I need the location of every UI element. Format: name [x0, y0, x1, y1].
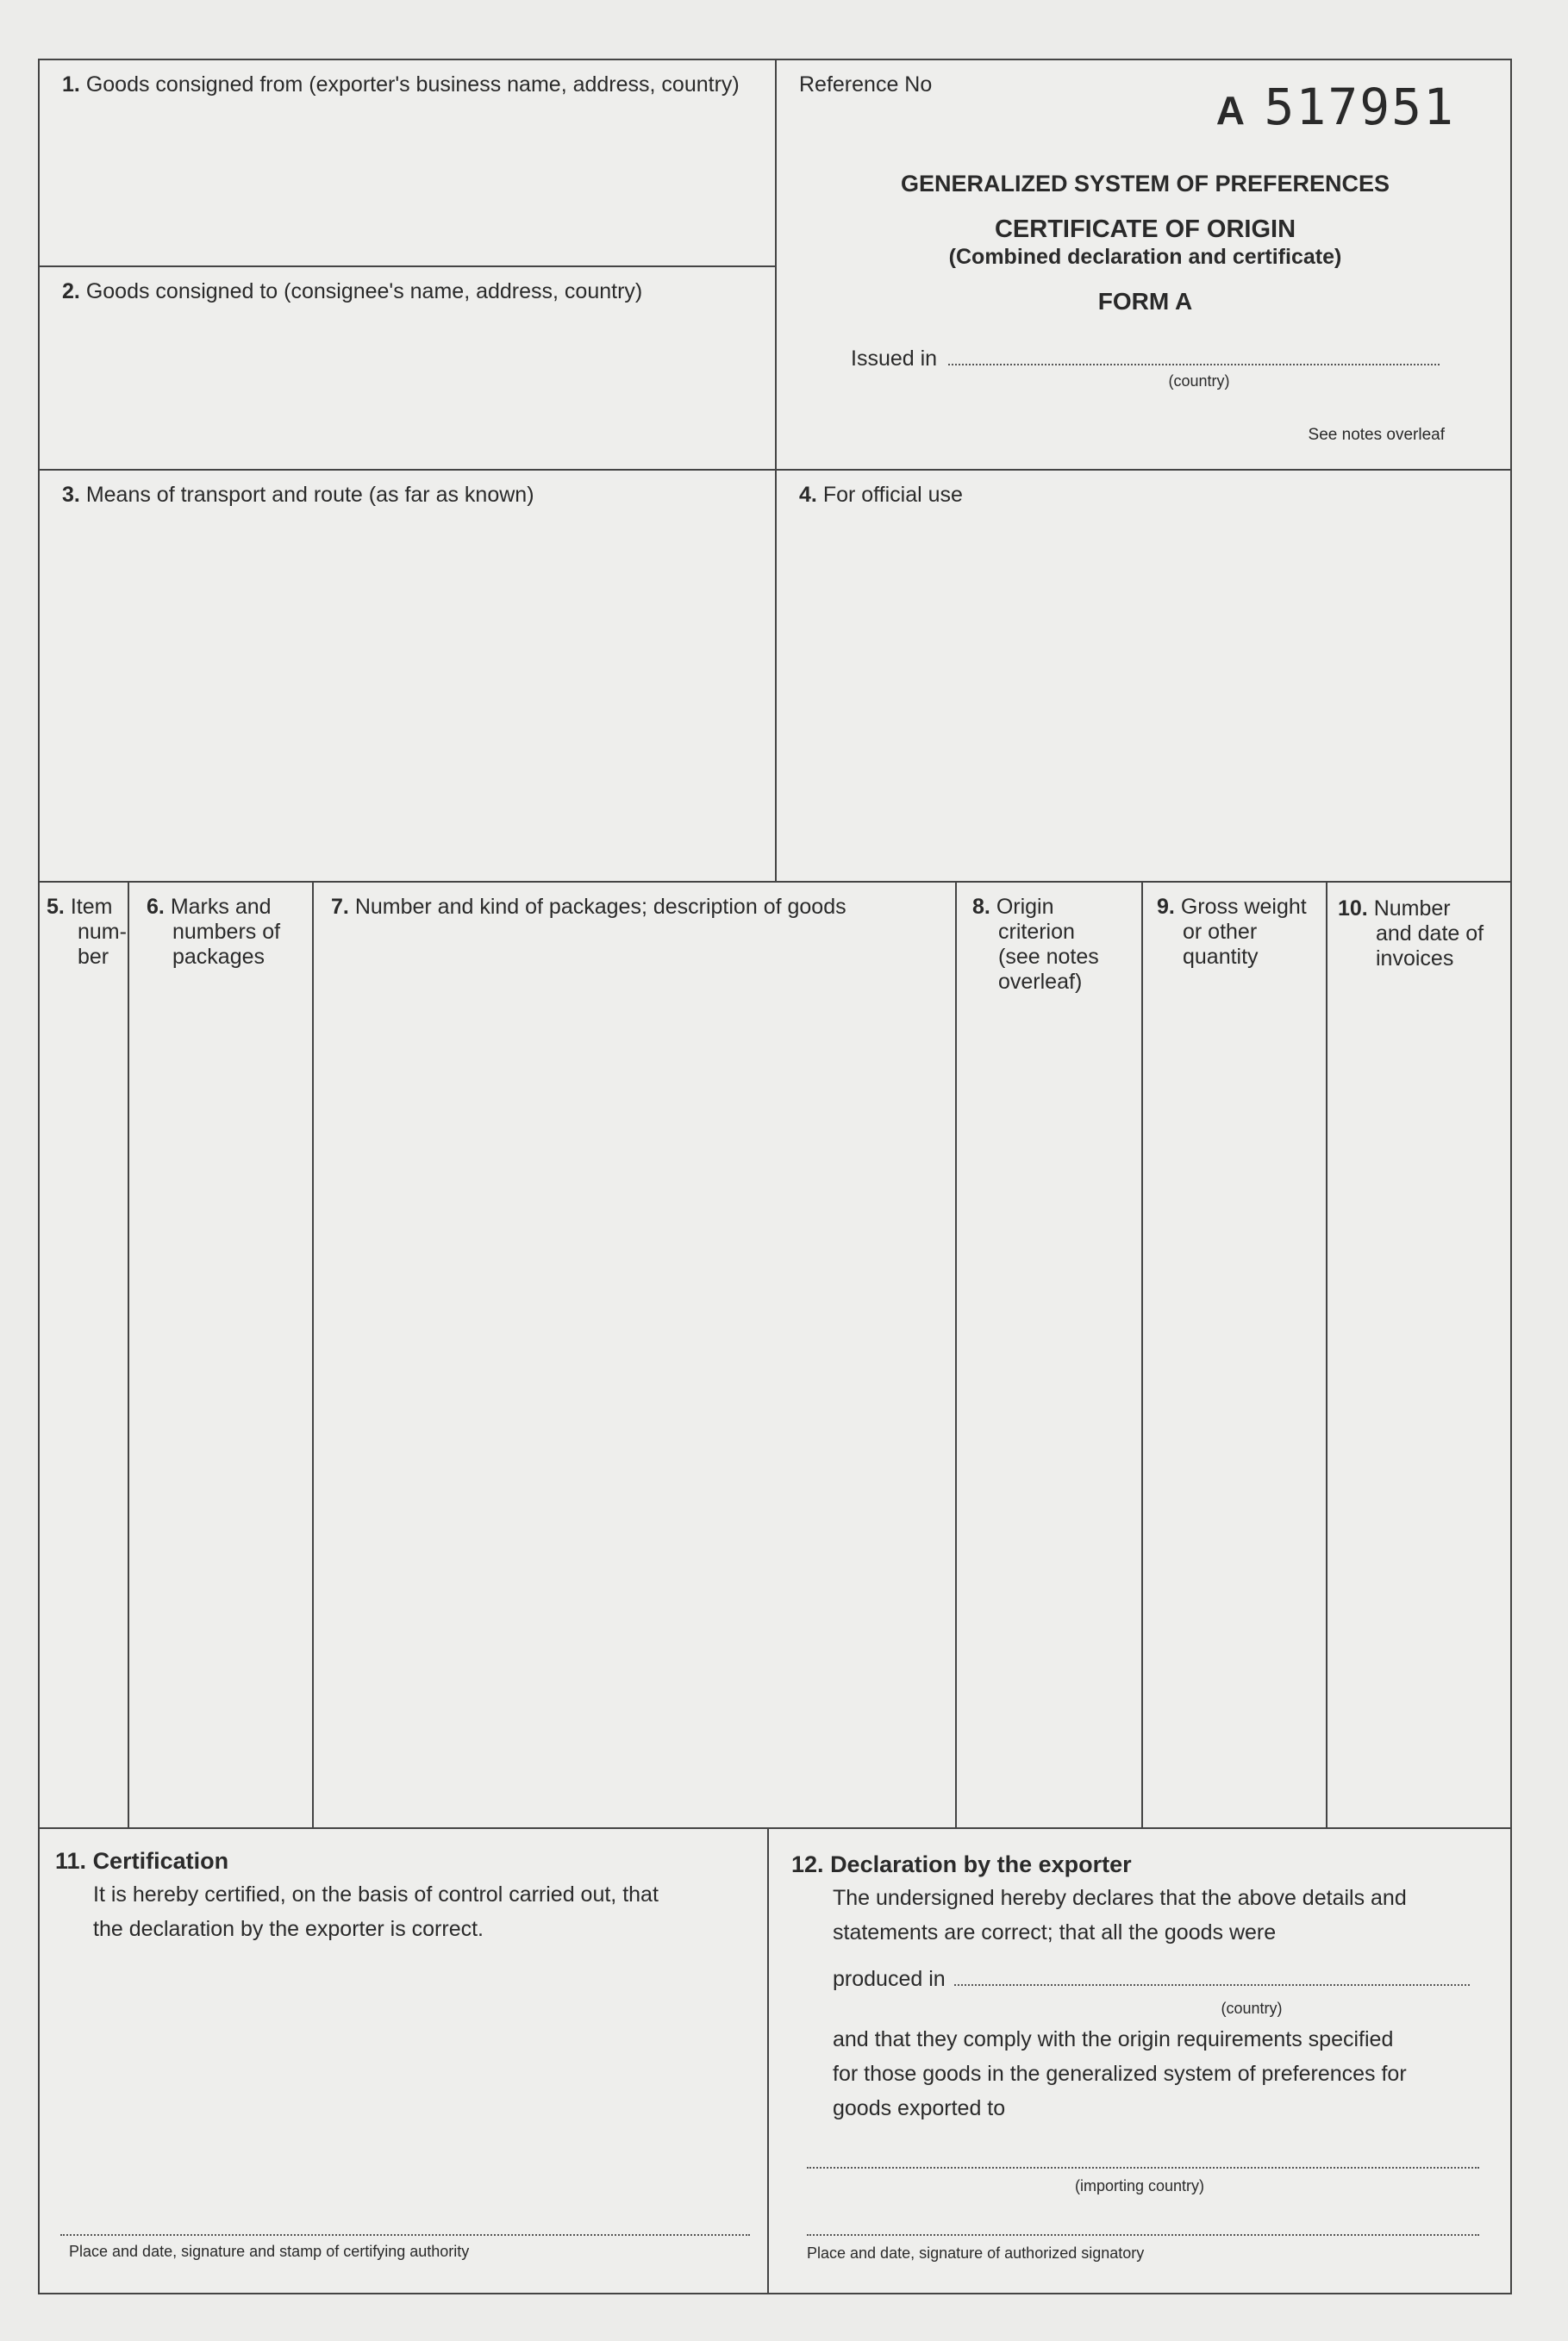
column-8-line: overleaf): [998, 970, 1083, 994]
box-3-label: Means of transport and route (as far as known): [85, 483, 534, 507]
goods-columns: [40, 881, 1510, 1829]
box-11-footer: Place and date, signature and stamp of certifying authority: [69, 2243, 470, 2260]
column-9-line: quantity: [1183, 945, 1259, 969]
box-1-label: Goods consigned from (exporter's business name, address, country): [85, 72, 740, 97]
box-12-text-line: The undersigned hereby declares that the above details and: [833, 1886, 1407, 1910]
produced-in-label: produced in: [833, 1967, 946, 1991]
box-3-transport[interactable]: [40, 469, 777, 883]
column-6-number: 6.: [147, 895, 165, 919]
issued-in-row[interactable]: [851, 346, 1440, 371]
box-11-text-line: the declaration by the exporter is correct.: [93, 1917, 484, 1941]
issued-in-label: Issued in: [851, 346, 938, 371]
column-8-line: criterion: [998, 920, 1075, 944]
box-12-text-line: for those goods in the generalized system of preferences for: [833, 2062, 1407, 2086]
box-12-exporter-declaration[interactable]: [767, 1827, 1510, 2293]
box-3-number: 3.: [62, 483, 80, 507]
column-7-description[interactable]: [312, 883, 957, 1829]
box-12-number: 12.: [791, 1851, 824, 1877]
column-9-number: 9.: [1157, 895, 1175, 919]
column-10-line: and date of: [1376, 921, 1484, 946]
column-6-line: Marks and: [170, 895, 272, 919]
produced-country-caption: (country): [1221, 2000, 1283, 2017]
box-4-label: For official use: [822, 483, 963, 507]
column-8-line: Origin: [996, 895, 1054, 919]
box-4-official-use[interactable]: [775, 469, 1512, 883]
produced-in-row[interactable]: [833, 1967, 1470, 1992]
box-11-certification[interactable]: [40, 1827, 769, 2293]
column-10-line: Number: [1373, 896, 1451, 921]
box-1-number: 1.: [62, 72, 80, 97]
box-1-exporter[interactable]: [40, 60, 777, 267]
column-5-line: num-: [78, 920, 127, 944]
box-12-text-line: and that they comply with the origin requirements specified: [833, 2027, 1394, 2051]
certificate-of-origin-form: [38, 59, 1512, 2294]
importing-country-line[interactable]: [807, 2167, 1479, 2169]
box-2-consignee[interactable]: [40, 265, 777, 469]
box-11-title: Certification: [92, 1848, 229, 1874]
importing-country-caption: (importing country): [1074, 2177, 1205, 2194]
box-12-footer: Place and date, signature of authorized signatory: [807, 2244, 1145, 2262]
box-12-text-line: statements are correct; that all the goods were: [833, 1920, 1277, 1945]
see-notes-label: See notes overleaf: [1308, 426, 1445, 444]
certificate-subtitle: (Combined declaration and certificate): [948, 245, 1342, 269]
column-6-line: numbers of: [172, 920, 281, 944]
box-4-number: 4.: [799, 483, 817, 507]
column-5-number: 5.: [47, 895, 65, 919]
box-2-number: 2.: [62, 279, 80, 303]
box-11-number: 11.: [55, 1848, 87, 1874]
column-6-marks[interactable]: [128, 883, 314, 1829]
column-7-label: Number and kind of packages; description of goods: [354, 895, 846, 919]
box-11-text-line: It is hereby certified, on the basis of control carried out, that: [93, 1882, 659, 1907]
column-6-line: packages: [172, 945, 265, 969]
form-a-label: FORM A: [1097, 288, 1193, 315]
reference-label: Reference No: [799, 72, 933, 97]
column-10-line: invoices: [1376, 946, 1454, 971]
column-8-origin-criterion[interactable]: [955, 883, 1143, 1829]
column-10-invoices[interactable]: [1326, 883, 1510, 1829]
column-8-line: (see notes: [998, 945, 1099, 969]
reference-prefix: A: [1215, 88, 1246, 133]
certificate-title: CERTIFICATE OF ORIGIN: [994, 215, 1296, 243]
column-9-line: Gross weight: [1180, 895, 1307, 919]
box-12-title: Declaration by the exporter: [830, 1851, 1132, 1877]
gsp-title: GENERALIZED SYSTEM OF PREFERENCES: [900, 171, 1390, 197]
column-5-line: ber: [78, 945, 109, 969]
column-9-line: or other: [1183, 920, 1258, 944]
column-9-gross-weight[interactable]: [1141, 883, 1327, 1829]
box-2-label: Goods consigned to (consignee's name, address, country): [85, 279, 643, 303]
reference-number: 517951: [1264, 78, 1455, 136]
column-5-item-number[interactable]: [40, 883, 129, 1829]
column-8-number: 8.: [972, 895, 990, 919]
form-header: [775, 60, 1512, 471]
column-5-line: Item: [70, 895, 113, 919]
box-12-text-line: goods exported to: [833, 2096, 1006, 2120]
issued-country-caption: (country): [1168, 372, 1230, 390]
column-10-number: 10.: [1338, 896, 1368, 921]
column-7-number: 7.: [331, 895, 349, 919]
